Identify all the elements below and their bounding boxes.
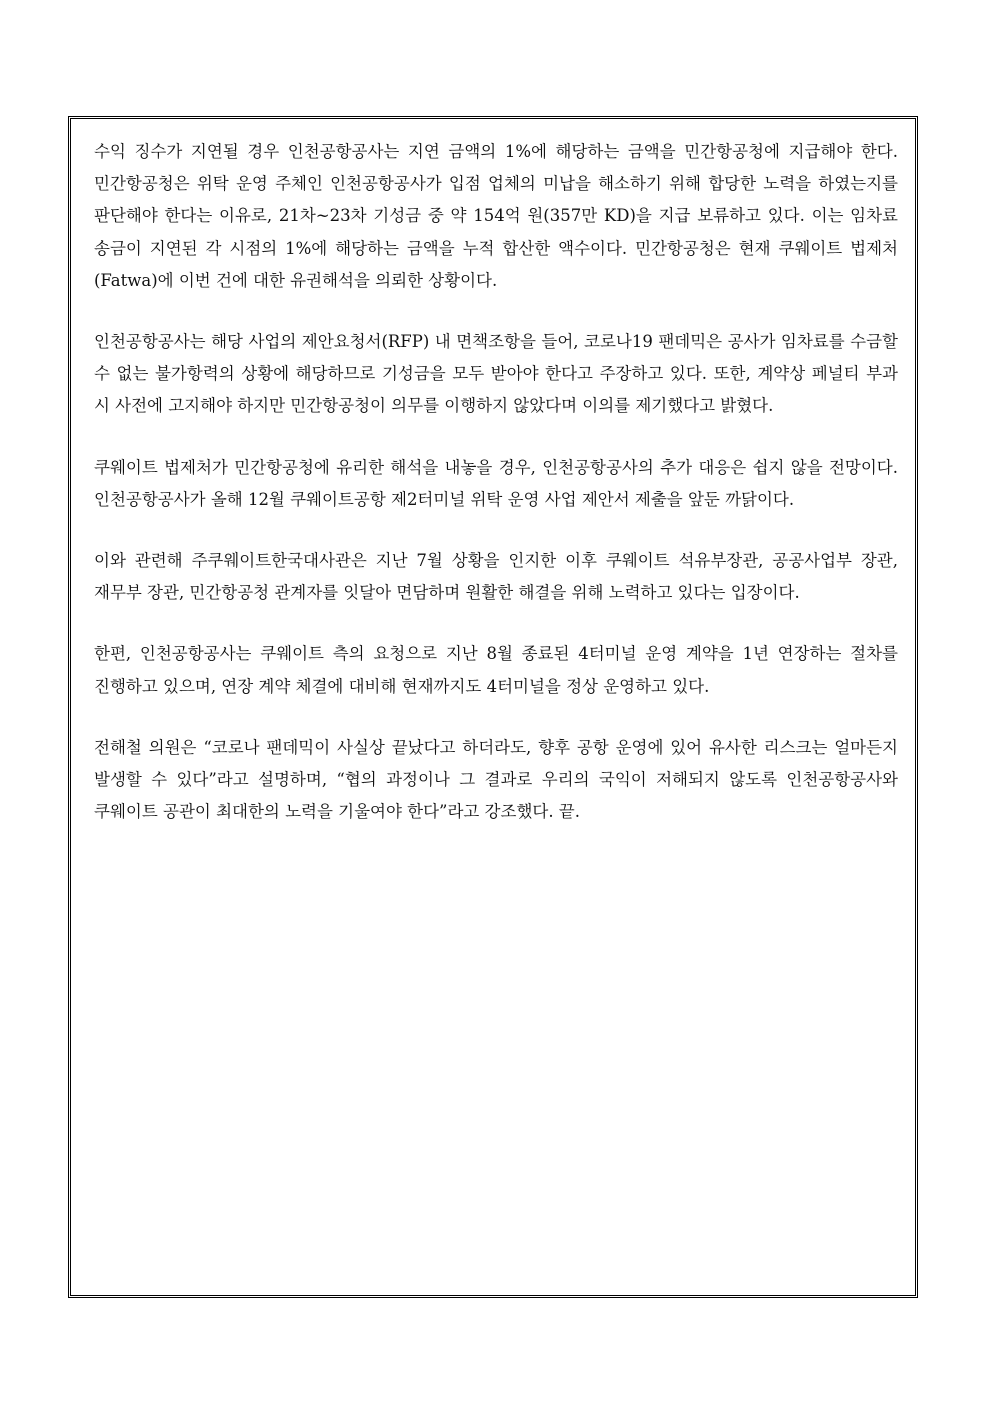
- paragraph-embassy-efforts: 이와 관련해 주쿠웨이트한국대사관은 지난 7월 상황을 인지한 이후 쿠웨이트 석유부장관, 공공사업부 장관, 재무부 장관, 민간항공청 관계자를 잇달아 면담하며 원활한 해결을 위해 노력하고 있다는 입장이다.: [94, 551, 898, 603]
- paragraph-terminal4-extension: 한편, 인천공항공사는 쿠웨이트 측의 요청으로 지난 8월 종료된 4터미널 운영 계약을 1년 연장하는 절차를 진행하고 있으며, 연장 계약 체결에 대비해 현재까지도 4터미널을 정상 운영하고 있다.: [94, 644, 898, 696]
- document-body: [94, 136, 898, 857]
- paragraph-lawmaker-statement: 전해철 의원은 “코로나 팬데믹이 사실상 끝났다고 하더라도, 향후 공항 운영에 있어 유사한 리스크는 얼마든지 발생할 수 있다”라고 설명하며, “협의 과정이나 그 결과로 우리의 국익이 저해되지 않도록 인천공항공사와 쿠웨이트 공관이 최대한의 노력을 기울여야 한다”라고 강조했다. 끝.: [94, 737, 898, 822]
- paragraph-force-majeure-claim: 인천공항공사는 해당 사업의 제안요청서(RFP) 내 면책조항을 들어, 코로나19 팬데믹은 공사가 임차료를 수금할 수 없는 불가항력의 상황에 해당하므로 기성금을 모두 받아야 한다고 주장하고 있다. 또한, 계약상 페널티 부과 시 사전에 고지해야 하지만 민간항공청이 의무를 이행하지 않았다며 이의를 제기했다고 밝혔다.: [94, 332, 898, 416]
- paragraph-revenue-delay-penalty: 수익 징수가 지연될 경우 인천공항공사는 지연 금액의 1%에 해당하는 금액을 민간항공청에 지급해야 한다. 민간항공청은 위탁 운영 주체인 인천공항공사가 입점 업체의 미납을 해소하기 위해 합당한 노력을 하였는지를 판단해야 한다는 이유로, 21차~23차 기성금 중 약 154억 원(357만 KD)을 지급 보류하고 있다. 이는 임차료 송금이 지연된 각 시점의 1%에 해당하는 금액을 누적 합산한 액수이다. 민간항공청은 현재 쿠웨이트 법제처(Fatwa)에 이번 건에 대한 유권해석을 의뢰한 상황이다.: [94, 142, 898, 290]
- paragraph-fatwa-interpretation-outlook: 쿠웨이트 법제처가 민간항공청에 유리한 해석을 내놓을 경우, 인천공항공사의 추가 대응은 쉽지 않을 전망이다. 인천공항공사가 올해 12월 쿠웨이트공항 제2터미널 위탁 운영 사업 제안서 제출을 앞둔 까닭이다.: [94, 457, 898, 509]
